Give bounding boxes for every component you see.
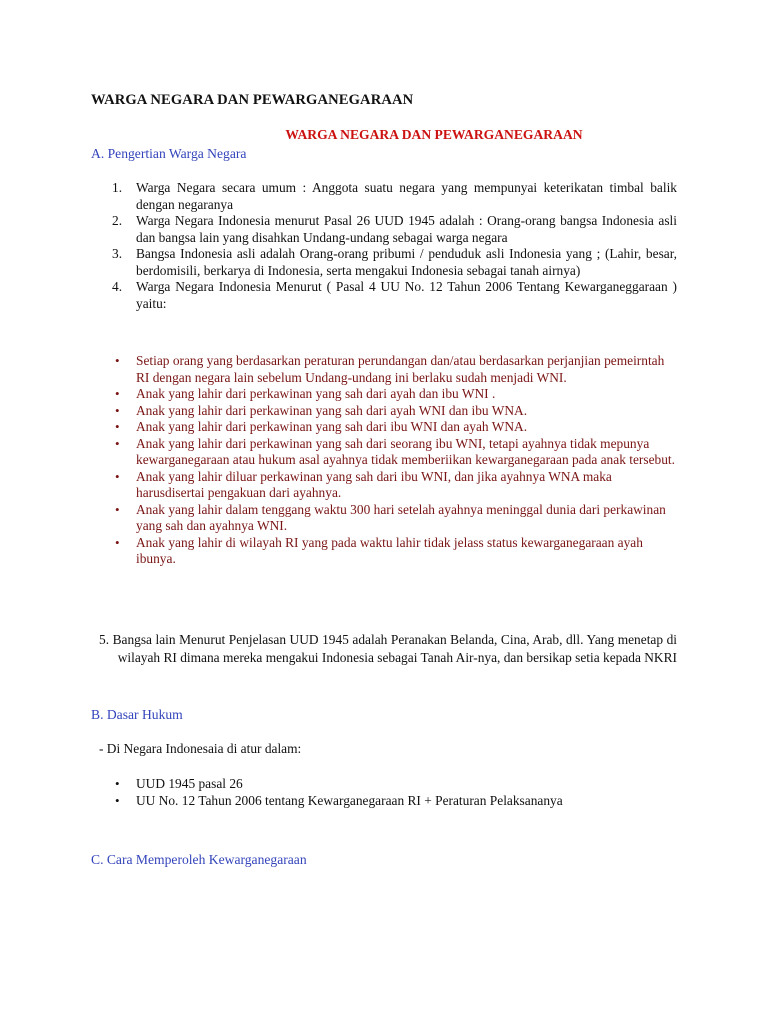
list-item-text: Anak yang lahir dalam tenggang waktu 300 hari setelah ayahnya meninggal dunia dari perkawinan yang sah dan ayahnya WNI. (136, 501, 666, 533)
bullet-icon: • (115, 792, 120, 808)
list-item-text: Anak yang lahir di wilayah RI yang pada waktu lahir tidak jelass status kewarganegaraan ayah ibunya. (136, 534, 643, 566)
list-item-text: Anak yang lahir dari perkawinan yang sah dari ibu WNI dan ayah WNA. (136, 419, 528, 434)
list-item-text: Setiap orang yang berdasarkan peraturan perundangan dan/atau berdasarkan perjanjian pemeirntah RI dengan negara lain sebelum Undang-undang ini berlaku sudah menjadi WNI. (136, 353, 665, 385)
bullet-icon: • (115, 402, 120, 418)
definition-list (91, 180, 677, 312)
page-title: WARGA NEGARA DAN PEWARGANEGARAAN (91, 92, 414, 108)
list-item-text: UU No. 12 Tahun 2006 tentang Kewarganegaraan RI + Peraturan Pelaksananya (136, 792, 563, 808)
list-item (91, 469, 677, 502)
bullet-icon: • (115, 353, 120, 368)
list-item (91, 213, 677, 246)
bullet-icon: • (115, 468, 120, 484)
list-item (91, 353, 677, 386)
bullet-icon: • (115, 419, 120, 434)
paragraph-five-text: 5. Bangsa lain Menurut Penjelasan UUD 1945 adalah Peranakan Belanda, Cina, Arab, dll. Yang menetap di wilayah RI dimana mereka mengakui Indonesia sebagai Tanah Air-nya, dan bersikap setia kepada NKRI (99, 632, 677, 665)
list-item-text: UUD 1945 pasal 26 (136, 776, 243, 791)
section-b-heading: B. Dasar Hukum (91, 707, 183, 722)
list-item (91, 793, 677, 810)
section-a-heading: A. Pengertian Warga Negara (91, 146, 247, 161)
list-item (91, 386, 677, 403)
paragraph-five (91, 631, 677, 667)
list-item-text: Warga Negara secara umum : Anggota suatu negara yang mempunyai keterikatan timbal balik dengan negaranya (136, 180, 677, 212)
list-item (91, 279, 677, 312)
list-item-text: Anak yang lahir dari perkawinan yang sah dari ayah dan ibu WNI . (136, 386, 496, 401)
list-item-number: 2. (112, 213, 123, 228)
list-item (91, 535, 677, 568)
bullet-icon: • (115, 435, 120, 451)
list-item (91, 419, 677, 436)
list-item-text: Anak yang lahir dari perkawinan yang sah dari seorang ibu WNI, tetapi ayahnya tidak mepunya kewarganegaraan atau hukum asal ayahnya tidak memberiikan kewarganegaraan pada anak tersebut. (136, 435, 675, 467)
list-item-text: Anak yang lahir diluar perkawinan yang sah dari ibu WNI, dan jika ayahnya WNA maka harusdisertai pengakuan dari ayahnya. (136, 468, 612, 500)
bullet-icon: • (115, 386, 120, 401)
list-item-number: 3. (112, 246, 123, 261)
list-item-number: 1. (112, 180, 123, 195)
list-item (91, 776, 677, 793)
list-item-text: Warga Negara Indonesia Menurut ( Pasal 4 UU No. 12 Tahun 2006 Tentang Kewarganeggaraan ) yaitu: (136, 279, 677, 311)
bullet-icon: • (115, 776, 120, 791)
list-item (91, 180, 677, 213)
wni-criteria-list (91, 353, 677, 568)
list-item-number: 4. (112, 279, 123, 294)
list-item-text: Warga Negara Indonesia menurut Pasal 26 UUD 1945 adalah : Orang-orang bangsa Indonesia asli dan bangsa lain yang disahkan Undang-undang sebagai warga negara (136, 213, 677, 245)
list-item-text: Anak yang lahir dari perkawinan yang sah dari ayah WNI dan ibu WNA. (136, 402, 528, 418)
bullet-icon: • (115, 501, 120, 517)
list-item (91, 246, 677, 279)
bullet-icon: • (115, 534, 120, 550)
section-c-heading: C. Cara Memperoleh Kewarganegaraan (91, 852, 307, 867)
list-item (91, 403, 677, 420)
legal-basis-intro: - Di Negara Indonesaia di atur dalam: (99, 741, 302, 756)
list-item (91, 436, 677, 469)
sub-title: WARGA NEGARA DAN PEWARGANEGARAAN (285, 127, 583, 142)
legal-basis-list (91, 776, 677, 809)
list-item-text: Bangsa Indonesia asli adalah Orang-orang pribumi / penduduk asli Indonesia yang ; (Lahir, besar, berdomisili, berkarya di Indonesia, serta mengakui Indonesia sebagai tanah airnya) (136, 246, 677, 278)
list-item (91, 502, 677, 535)
